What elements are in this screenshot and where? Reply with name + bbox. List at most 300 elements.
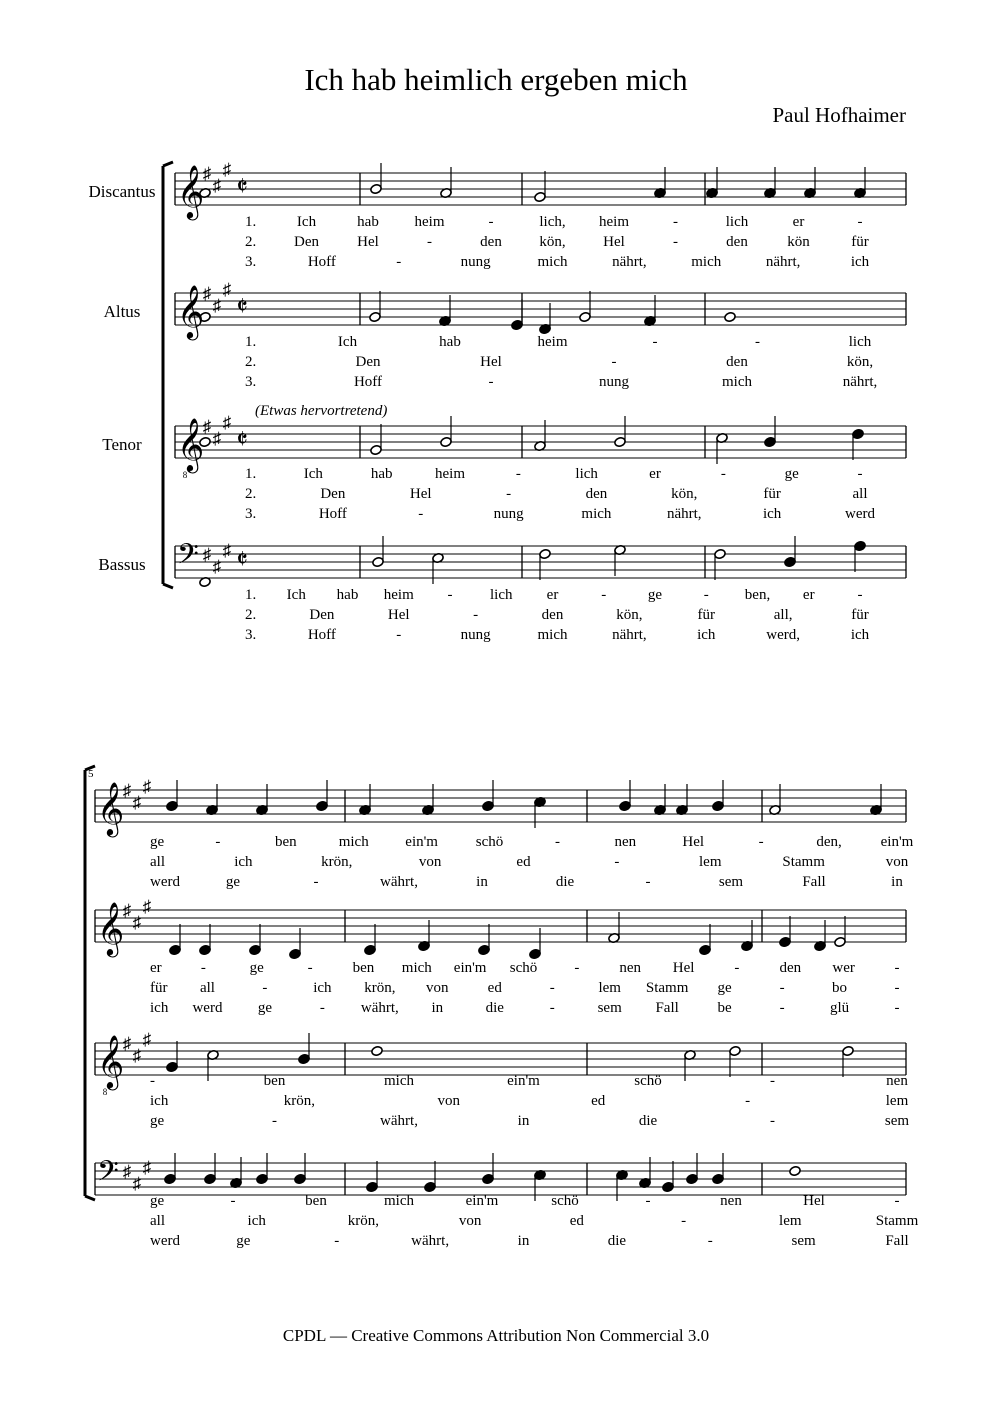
lyric-syllable: 3. — [245, 374, 257, 390]
lyric-syllable: - — [720, 466, 726, 482]
lyric-syllable: heim — [414, 214, 445, 230]
lyric-syllable: schö — [634, 1073, 662, 1089]
lyric-syllable: ich — [313, 980, 332, 996]
treble-clef-icon: 𝄞 — [177, 166, 205, 217]
lyric-syllable: von — [418, 854, 442, 870]
note-head — [534, 191, 547, 202]
lyric-syllable: - — [215, 834, 221, 850]
lyric-syllable: be — [717, 1000, 732, 1016]
voice-label: Discantus — [88, 182, 156, 201]
lyric-syllable: ben — [305, 1193, 327, 1209]
sharp-icon: ♯ — [222, 413, 232, 432]
note-head — [714, 548, 727, 559]
octave-marker: 8 — [102, 1087, 108, 1097]
note-head — [164, 1173, 177, 1184]
sharp-icon: ♯ — [132, 1046, 142, 1065]
lyric-syllable: ich — [150, 1093, 169, 1109]
lyric-syllable: hab — [370, 466, 393, 482]
lyric-syllable: 3. — [245, 506, 257, 522]
lyric-syllable: - — [707, 1233, 713, 1249]
sharp-icon: ♯ — [132, 913, 142, 932]
lyric-syllable: werd — [192, 1000, 223, 1016]
lyric-syllable: - — [770, 1073, 775, 1089]
lyric-syllable: 3. — [245, 254, 257, 270]
lyric-syllable: die — [485, 1000, 504, 1016]
note-head — [789, 1165, 802, 1176]
note-head — [784, 556, 797, 567]
lyric-syllable: ge — [257, 1000, 273, 1016]
lyric-syllable: 1. — [245, 466, 257, 482]
lyric-syllable: sem — [597, 1000, 622, 1016]
lyric-syllable: ge — [150, 1113, 165, 1129]
note-head — [779, 936, 792, 947]
lyric-syllable: nährt, — [612, 627, 647, 643]
lyric-syllable: ein'm — [465, 1193, 499, 1209]
lyric-syllable: - — [549, 1000, 555, 1016]
lyric-syllable: von — [426, 980, 449, 996]
lyric-syllable: - — [645, 1193, 651, 1209]
lyric-syllable: Den — [309, 607, 335, 623]
lyric-syllable: kön, — [539, 234, 566, 250]
lyric-syllable: ge — [717, 980, 732, 996]
treble-clef-icon: 𝄞 — [97, 903, 125, 954]
sharp-icon: ♯ — [222, 160, 232, 179]
lyric-syllable: nährt, — [666, 506, 702, 522]
voice-label: Tenor — [102, 435, 142, 454]
staff — [175, 291, 906, 335]
lyric-syllable: Hoff — [353, 374, 383, 390]
lyric-syllable: - — [488, 214, 494, 230]
lyric-syllable: lem — [779, 1213, 802, 1229]
lyric-syllable: schö — [475, 834, 504, 850]
lyric-syllable: den — [480, 234, 502, 250]
note-head — [842, 1045, 855, 1056]
sharp-icon: ♯ — [142, 1158, 152, 1177]
voice-label: Bassus — [98, 555, 146, 574]
lyric-syllable: ich — [850, 627, 870, 643]
lyric-syllable: in — [891, 874, 903, 890]
lyric-syllable: ge — [249, 960, 264, 976]
lyric-syllable: währt, — [380, 1113, 418, 1129]
lyric-syllable: ben — [263, 1073, 286, 1089]
staff — [95, 1033, 906, 1081]
bass-clef-icon: 𝄢 — [97, 1157, 119, 1194]
lyric-syllable: kön, — [616, 607, 643, 623]
lyric-syllable: - — [272, 1113, 277, 1129]
lyric-syllable: lich — [848, 334, 872, 350]
cut-time-icon: 𝄵 — [236, 172, 248, 201]
lyric-syllable: von — [458, 1213, 482, 1229]
note-head — [764, 436, 777, 447]
lyric-syllable: schö — [509, 960, 538, 976]
lyric-syllable: sem — [791, 1233, 816, 1249]
lyric-syllable: - — [758, 834, 764, 850]
cut-time-icon: 𝄵 — [236, 425, 248, 454]
lyric-syllable: die — [555, 874, 575, 890]
staff — [175, 536, 906, 588]
lyric-syllable: für — [851, 234, 869, 250]
staff — [95, 910, 906, 960]
lyric-syllable: lich — [575, 466, 598, 482]
lyric-syllable: den — [541, 607, 564, 623]
lyric-syllable: kön — [787, 234, 810, 250]
treble-clef-icon: 𝄞 — [177, 286, 205, 337]
lyric-syllable: nung — [493, 506, 524, 522]
lyric-syllable: - — [515, 466, 521, 482]
lyric-syllable: lem — [885, 1093, 909, 1109]
note-head — [729, 1045, 742, 1056]
note-head — [371, 1045, 384, 1056]
note-head — [204, 1173, 217, 1184]
performance-direction: (Etwas hervortretend) — [255, 403, 388, 419]
lyric-syllable: Stamm — [782, 854, 825, 870]
sharp-icon: ♯ — [212, 429, 222, 448]
lyric-syllable: Ich — [303, 466, 323, 482]
lyric-syllable: kön, — [846, 354, 874, 370]
lyric-syllable: lem — [598, 980, 621, 996]
lyric-syllable: nen — [720, 1193, 742, 1209]
lyric-syllable: mich — [537, 627, 568, 643]
sharp-icon: ♯ — [222, 280, 232, 299]
lyric-syllable: ein'm — [405, 834, 438, 850]
cut-time-icon: 𝄵 — [236, 292, 248, 321]
composer-name: Paul Hofhaimer — [772, 103, 906, 127]
lyric-syllable: 2. — [245, 234, 257, 250]
note-head — [294, 1173, 307, 1184]
sharp-icon: ♯ — [122, 781, 132, 800]
lyric-syllable: Hoff — [318, 506, 347, 522]
lyric-syllable: Den — [355, 354, 381, 370]
lyric-syllable: Fall — [655, 1000, 679, 1016]
note-head — [289, 948, 302, 959]
lyric-syllable: mich — [722, 374, 752, 390]
lyric-syllable: - — [488, 374, 494, 390]
lyric-syllable: ein'm — [507, 1073, 540, 1089]
lyric-syllable: krön, — [364, 980, 396, 996]
lyric-syllable: werd — [150, 874, 180, 890]
lyric-syllable: - — [396, 254, 402, 270]
note-head — [712, 800, 725, 811]
note-head — [686, 1173, 699, 1184]
lyric-syllable: nen — [614, 834, 637, 850]
lyric-syllable: - — [894, 1193, 900, 1209]
lyric-syllable: - — [200, 960, 206, 976]
lyric-syllable: werd — [150, 1233, 180, 1249]
lyric-syllable: in — [431, 1000, 444, 1016]
lyric-syllable: - — [334, 1233, 340, 1249]
lyric-syllable: er — [150, 960, 162, 976]
lyric-syllable: kön, — [671, 486, 698, 502]
lyric-syllable: er — [802, 587, 815, 603]
treble-clef-icon: 𝄞 — [177, 419, 205, 470]
lyric-syllable: mich — [384, 1073, 414, 1089]
note-head — [662, 1181, 675, 1192]
note-head — [852, 428, 865, 439]
sharp-icon: ♯ — [132, 1174, 142, 1193]
lyric-syllable: ein'm — [880, 834, 914, 850]
lyric-syllable: ich — [150, 1000, 169, 1016]
sharp-icon: ♯ — [142, 777, 152, 796]
lyric-syllable: nährt, — [765, 254, 801, 270]
lyric-syllable: von — [885, 854, 909, 870]
lyric-syllable: für — [851, 607, 869, 623]
note-head — [478, 944, 491, 955]
sharp-icon: ♯ — [132, 793, 142, 812]
lyric-syllable: Hel — [603, 234, 625, 250]
lyric-syllable: - — [396, 627, 402, 643]
lyric-syllable: - — [745, 1093, 751, 1109]
note-head — [614, 436, 627, 447]
cut-time-icon: 𝄵 — [236, 545, 248, 574]
sharp-icon: ♯ — [122, 1162, 132, 1181]
note-head — [712, 1173, 725, 1184]
note-head — [424, 1181, 437, 1192]
lyric-syllable: heim — [599, 214, 629, 230]
sharp-icon: ♯ — [122, 1034, 132, 1053]
lyric-syllable: - — [894, 1000, 900, 1016]
lyric-syllable: - — [574, 960, 580, 976]
staff — [175, 163, 906, 205]
lyric-syllable: ben — [274, 834, 297, 850]
lyric-syllable: Hel — [387, 607, 410, 623]
lyric-syllable: - — [418, 506, 424, 522]
lyric-syllable: nährt, — [612, 254, 647, 270]
lyric-syllable: - — [506, 486, 512, 502]
lyric-syllable: Fall — [802, 874, 826, 890]
note-head — [166, 800, 179, 811]
note-head — [370, 183, 383, 194]
lyric-syllable: heim — [383, 587, 414, 603]
lyric-syllable: ge — [150, 834, 165, 850]
lyric-syllable: - — [601, 587, 607, 603]
note-head — [364, 944, 377, 955]
lyric-syllable: Hel — [480, 354, 502, 370]
lyric-syllable: - — [681, 1213, 687, 1229]
lyric-syllable: Den — [294, 234, 319, 250]
lyric-syllable: Hel — [357, 234, 379, 250]
lyric-syllable: all — [150, 854, 165, 870]
lyric-syllable: - — [554, 834, 560, 850]
lyric-syllable: schö — [551, 1193, 579, 1209]
lyric-syllable: ed — [591, 1093, 606, 1109]
lyric-syllable: währt, — [360, 1000, 399, 1016]
lyric-syllable: Den — [320, 486, 346, 502]
lyric-syllable: er — [792, 214, 805, 230]
sharp-icon: ♯ — [202, 164, 212, 183]
note-head — [579, 311, 592, 322]
license-footer: CPDL — Creative Commons Attribution Non Commercial 3.0 — [282, 1326, 710, 1345]
lyric-syllable: ich — [762, 506, 782, 522]
lyric-syllable: - — [857, 466, 863, 482]
bass-clef-icon: 𝄢 — [177, 540, 199, 577]
note-head — [366, 1181, 379, 1192]
lyric-syllable: krön, — [283, 1093, 316, 1109]
lyric-syllable: ge — [647, 587, 663, 603]
lyric-syllable: - — [779, 1000, 785, 1016]
lyric-syllable: - — [857, 587, 863, 603]
lyric-syllable: 2. — [245, 486, 257, 502]
lyric-syllable: - — [755, 334, 760, 350]
lyric-syllable: - — [857, 214, 863, 230]
lyric-syllable: - — [614, 854, 620, 870]
lyric-syllable: in — [517, 1113, 530, 1129]
lyric-syllable: er — [649, 466, 661, 482]
lyric-syllable: - — [447, 587, 453, 603]
lyric-syllable: Hel — [409, 486, 432, 502]
lyric-syllable: - — [313, 874, 319, 890]
lyric-syllable: sem — [884, 1113, 910, 1129]
note-head — [169, 944, 182, 955]
lyric-syllable: Ich — [296, 214, 317, 230]
lyric-syllable: ge — [225, 874, 241, 890]
sharp-icon: ♯ — [212, 557, 222, 576]
sharp-icon: ♯ — [212, 296, 222, 315]
lyric-syllable: - — [734, 960, 740, 976]
note-head — [372, 556, 385, 567]
lyric-syllable: den — [585, 486, 608, 502]
lyric-syllable: 3. — [245, 627, 257, 643]
lyric-syllable: ed — [487, 980, 502, 996]
lyric-syllable: all — [150, 1213, 165, 1229]
note-head — [724, 311, 737, 322]
lyric-syllable: krön, — [347, 1213, 380, 1229]
lyric-syllable: werd — [845, 506, 875, 522]
sharp-icon: ♯ — [202, 545, 212, 564]
lyric-syllable: den, — [816, 834, 842, 850]
lyric-syllable: wer — [832, 960, 855, 976]
treble-clef-icon: 𝄞 — [97, 1036, 125, 1087]
staff — [175, 416, 906, 464]
lyric-syllable: Hel — [672, 960, 695, 976]
lyric-syllable: - — [230, 1193, 236, 1209]
lyric-syllable: lich — [725, 214, 749, 230]
lyric-syllable: krön, — [321, 854, 353, 870]
lyric-syllable: für — [763, 486, 781, 502]
lyric-syllable: - — [652, 334, 658, 350]
lyric-syllable: nährt, — [842, 374, 878, 390]
note-head — [482, 800, 495, 811]
lyric-syllable: all, — [773, 607, 793, 623]
lyric-syllable: Fall — [885, 1233, 909, 1249]
sharp-icon: ♯ — [122, 901, 132, 920]
lyric-syllable: Ich — [286, 587, 306, 603]
system-bracket — [85, 766, 95, 1200]
note-head — [699, 944, 712, 955]
lyric-syllable: ich — [247, 1213, 266, 1229]
lyric-syllable: nen — [886, 1073, 908, 1089]
note-head — [249, 944, 262, 955]
lyric-syllable: - — [307, 960, 313, 976]
lyric-syllable: Ich — [337, 334, 358, 350]
lyric-syllable: ge — [150, 1193, 165, 1209]
page-title: Ich hab heimlich ergeben mich — [304, 62, 688, 97]
lyric-syllable: den — [726, 234, 748, 250]
lyric-syllable: - — [894, 980, 900, 996]
lyric-syllable: mich — [537, 254, 568, 270]
lyric-syllable: - — [319, 1000, 325, 1016]
note-head — [256, 1173, 269, 1184]
lyric-syllable: - — [645, 874, 651, 890]
lyric-syllable: heim — [537, 334, 568, 350]
lyric-syllable: all — [199, 980, 215, 996]
lyric-syllable: glü — [829, 1000, 850, 1016]
lyric-syllable: Stamm — [875, 1213, 919, 1229]
lyric-syllable: lem — [699, 854, 722, 870]
lyric-syllable: ed — [569, 1213, 584, 1229]
lyric-syllable: ge — [784, 466, 799, 482]
lyric-syllable: ich — [697, 627, 716, 643]
lyric-syllable: den — [726, 354, 748, 370]
lyric-syllable: - — [770, 1113, 775, 1129]
lyric-syllable: für — [150, 980, 168, 996]
note-head — [369, 311, 382, 322]
lyric-syllable: 2. — [245, 354, 257, 370]
lyric-syllable: Hel — [682, 834, 705, 850]
lyric-syllable: mich — [401, 960, 432, 976]
lyric-syllable: die — [638, 1113, 658, 1129]
lyric-syllable: Hel — [803, 1193, 825, 1209]
lyric-syllable: ich — [850, 254, 870, 270]
lyric-syllable: nung — [460, 254, 491, 270]
lyric-syllable: - — [894, 960, 900, 976]
note-head — [854, 540, 867, 551]
lyric-syllable: - — [427, 234, 432, 250]
lyric-syllable: Hoff — [307, 627, 336, 643]
lyric-syllable: 1. — [245, 334, 257, 350]
note-head — [539, 548, 552, 559]
note-head — [440, 436, 453, 447]
sharp-icon: ♯ — [142, 1030, 152, 1049]
treble-clef-icon: 𝄞 — [97, 783, 125, 834]
system-bracket — [163, 162, 173, 588]
lyric-syllable: ed — [516, 854, 531, 870]
lyric-syllable: von — [437, 1093, 461, 1109]
lyric-syllable: für — [697, 607, 715, 623]
lyric-syllable: - — [779, 980, 785, 996]
lyric-syllable: in — [476, 874, 488, 890]
note-head — [834, 936, 847, 947]
lyric-syllable: nung — [460, 627, 491, 643]
voice-label: Altus — [103, 302, 141, 321]
lyric-syllable: Stamm — [645, 980, 689, 996]
lyric-syllable: - — [549, 980, 555, 996]
note-head — [482, 1173, 495, 1184]
note-head — [298, 1053, 311, 1064]
lyric-syllable: nung — [599, 374, 629, 390]
lyric-syllable: - — [673, 234, 678, 250]
lyric-syllable: währt, — [380, 874, 418, 890]
lyric-syllable: 1. — [245, 214, 257, 230]
lyric-syllable: - — [703, 587, 709, 603]
sharp-icon: ♯ — [142, 897, 152, 916]
staff — [95, 1153, 906, 1201]
lyric-syllable: sem — [718, 874, 744, 890]
octave-marker: 8 — [182, 470, 188, 480]
lyric-syllable: hab — [336, 587, 359, 603]
measure-number: 5 — [88, 768, 94, 780]
lyric-syllable: den — [779, 960, 802, 976]
lyric-syllable: all — [852, 486, 868, 502]
sharp-icon: ♯ — [222, 541, 232, 560]
lyric-syllable: lich — [490, 587, 513, 603]
note-head — [619, 800, 632, 811]
lyric-syllable: mich — [384, 1193, 414, 1209]
note-head — [529, 948, 542, 959]
lyric-syllable: er — [546, 587, 559, 603]
lyric-syllable: mich — [691, 254, 722, 270]
lyric-syllable: bo — [832, 980, 848, 996]
lyric-syllable: - — [150, 1073, 155, 1089]
